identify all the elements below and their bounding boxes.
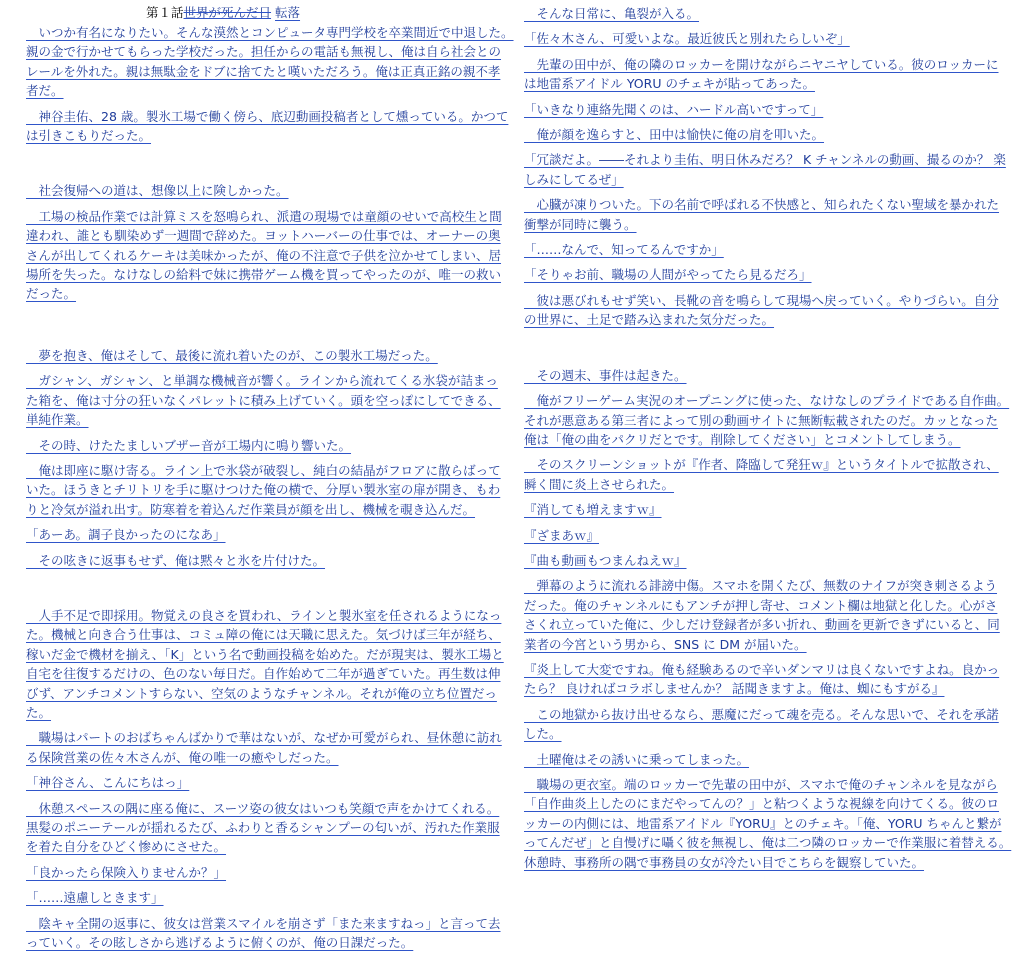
text-line: 俺は「俺の曲をパクリだとです。削除してください」とコメントしてしまう。 <box>524 431 961 447</box>
text-line: 『曲も動画もつまんねえｗ』 <box>524 552 687 568</box>
text-line: しみにしてるぜ」 <box>524 171 624 187</box>
paragraph <box>524 750 986 769</box>
paragraph <box>524 240 986 259</box>
text-line: 「あーあ。調子良かったのになあ」 <box>26 527 226 543</box>
text-line: 俺は即座に駆け寄る。ライン上で氷袋が破裂し、純白の結晶がフロアに散らばって <box>26 462 501 478</box>
text-line: 黒髪のポニーテールが揺れるたび、ふわりと香るシャンプーの匂いが、汚れた作業服 <box>26 820 500 835</box>
text-line: 「自作曲炎上したのにまだやってんの？」と粘つくような視線を向けてくる。彼のロ <box>524 796 1000 812</box>
text-line: 「神谷さん、こんにちはっ」 <box>26 775 190 791</box>
paragraph <box>26 914 501 953</box>
text-line: 神谷圭佑、28 歳。製氷工場で働く傍ら、底辺動画投稿者として燻っている。かつて <box>26 108 509 124</box>
text-line: 工場の検品作業では計算ミスを怒鳴られ、派遣の現場では童顔のせいで高校生と間 <box>26 208 502 224</box>
text-line: 瞬く間に炎上させられた。 <box>524 476 675 492</box>
text-line: 「いきなり連絡先聞くのは、ハードル高いですって」 <box>524 101 824 117</box>
text-line: 夢を抱き、俺はそして、最後に流れ着いたのが、この製氷工場だった。 <box>26 347 438 363</box>
paragraph <box>524 291 999 330</box>
paragraph <box>524 55 999 94</box>
paragraph <box>524 100 986 119</box>
paragraph <box>26 23 514 101</box>
paragraph <box>26 799 500 857</box>
text-line: 人手不足で即採用。物覚えの良さを買われ、ラインと製氷室を任されるようになっ <box>26 607 502 623</box>
paragraph <box>524 391 1010 449</box>
text-line: 休憩時、事務所の隅で事務員の女が冷たい目でこちらを観察していた。 <box>524 854 925 870</box>
text-line: 者だ。 <box>26 83 64 99</box>
paragraph <box>524 265 986 284</box>
text-line: 場所を失った。なけなしの給料で妹に携帯ゲーム機を買ってやったのが、唯一の救い <box>26 267 502 283</box>
right-column <box>524 4 1012 878</box>
text-line: 弾幕のように流れる誹謗中傷。スマホを開くたび、無数のナイフが突き刺さるよう <box>524 578 998 594</box>
paragraph <box>524 500 986 519</box>
paragraph <box>26 551 482 570</box>
text-line: 職場の更衣室。端のロッカーで先輩の田中が、スマホで俺のチャンネルを見ながら <box>524 777 998 792</box>
text-line: いつか有名になりたい。そんな漠然とコンピュータ専門学校を卒業間近で中退した。 <box>26 25 514 40</box>
paragraph <box>26 346 482 365</box>
text-line: 「良かったら保険入りませんか？」 <box>26 864 227 880</box>
text-line: を着た自分をひどく惨めにさせた。 <box>26 839 227 855</box>
text-line: 俺がフリーゲーム実況のオープニングに使った、なけなしのプライドである自作曲。 <box>524 393 1010 409</box>
text-line: 『ざまあｗ』 <box>524 527 600 543</box>
text-line: ッカーの内側には、地雷系アイドル『YORU』とのチェキ。「俺、YORU ちゃんと繋が <box>524 815 1002 831</box>
text-line: ガシャン、ガシャン、と単調な機械音が響く。ラインから流れてくる氷袋が詰まっ <box>26 373 498 389</box>
chapter-title-struck: 世界が死んだ日 <box>183 5 272 20</box>
paragraph <box>524 455 999 494</box>
text-line: その呟きに返事もせず、俺は黙々と氷を片付けた。 <box>26 552 326 568</box>
text-line: レールを外れた。親は無駄金をドブに捨てたと嘆いただろう。俺は正真正銘の親不孝 <box>26 63 501 79</box>
text-line: だった。 <box>26 286 77 302</box>
paragraph <box>26 888 482 907</box>
text-line: 心臓が凍りついた。下の名前で呼ばれる不快感と、知られたくない聖域を暴かれた <box>524 197 1000 213</box>
text-line: 違われ、誰とも馴染めず一週間で辞めた。ヨットハーバーの仕事では、オーナーの奥 <box>26 228 501 244</box>
text-line: そのスクリーンショットが『作者、降臨して発狂ｗ』というタイトルで拡散され、 <box>524 457 999 473</box>
text-line: た。 <box>26 704 52 720</box>
text-line: る保険営業の佐々木さんが、俺の唯一の癒やしだった。 <box>26 749 339 765</box>
text-line: 「冗談だよ。――それより圭佑、明日休みだろ？ K チャンネルの動画、撮るのか？ 楽 <box>524 152 1006 168</box>
text-line: た箱を、俺は寸分の狂いなくパレットに積み上げていく。頭を空っぽにしてできる、 <box>26 392 501 408</box>
text-line: 「……なんで、知ってるんですか」 <box>524 242 724 258</box>
paragraph <box>26 461 501 519</box>
text-line: たら？ 良ければコラボしませんか？ 話聞きますよ。俺は、蜘にもすがる』 <box>524 681 945 697</box>
text-line: その週末、事件は起きた。 <box>524 367 687 383</box>
left-body <box>26 23 514 952</box>
text-line: 俺が顔を逸らすと、田中は愉快に俺の肩を叩いた。 <box>524 127 825 143</box>
paragraph <box>26 181 482 200</box>
text-line: は地雷系アイドル YORU のチェキが貼ってあった。 <box>524 76 815 92</box>
text-line: した。 <box>524 726 562 742</box>
text-line: さくれ立っていた俺に、少しだけ登録者が多い折れ、動画を更新できずにいると、同 <box>524 617 1000 633</box>
paragraph <box>26 863 482 882</box>
text-line: た。機械と向き合う仕事は、コミュ障の俺には天職に思えた。気づけば三年が経ち、 <box>26 627 501 643</box>
chapter-title <box>26 4 482 22</box>
paragraph <box>26 606 504 722</box>
text-line: 「そりゃお前、職場の人間がやってたら見るだろ」 <box>524 267 812 283</box>
text-line: 陰キャ全開の返事に、彼女は営業スマイルを崩さず「また来ますねっ」と言って去 <box>26 915 501 931</box>
paragraph <box>524 660 1000 699</box>
text-line: 『消しても増えますｗ』 <box>524 502 662 518</box>
text-line: 社会復帰への道は、想像以上に険しかった。 <box>26 183 289 199</box>
text-line: その時、けたたましいブザー音が工場内に鳴り響いた。 <box>26 437 352 453</box>
paragraph <box>26 728 502 767</box>
paragraph <box>524 775 1012 872</box>
text-line: いた。ほうきとチリトリを手に駆けつけた俺の横で、分厚い製氷室の扉が開き、もわ <box>26 482 501 498</box>
paragraph <box>26 773 482 792</box>
text-line: は引きこもりだった。 <box>26 128 152 144</box>
text-line: 衝撃が同時に襲う。 <box>524 216 637 232</box>
text-line: さんが出してくれるケーキは美味かったが、俺の不注意で子供を泣かせてしまい、居 <box>26 247 502 263</box>
chapter-title-rest: 転落 <box>275 5 301 20</box>
text-line: ってんだぜ」と自慢げに囁く彼を無視し、俺は二つ隣のロッカーで作業服に着替える。 <box>524 835 1012 851</box>
text-line: そんな日常に、亀裂が入る。 <box>524 6 700 21</box>
text-line: びず、アンチコメントすらない、空気のようなチャンネル。それが俺の立ち位置だっ <box>26 685 497 701</box>
paragraph <box>524 195 1000 234</box>
chapter-number: 第１話 <box>146 5 184 20</box>
text-line: 休憩スペースの隅に座る俺に、スーツ姿の彼女はいつも笑顔で声をかけてくれる。 <box>26 800 500 816</box>
text-line: それが悪意ある第三者によって別の動画サイトに無断転載されたのだ。カッとなった <box>524 412 999 428</box>
paragraph <box>524 125 986 144</box>
text-line: っていく。その眩しさから逃げるように俯くのが、俺の日課だった。 <box>26 935 414 951</box>
text-line: 親の金で行かせてもらった学校だった。担任からの電話も無視し、俺は自ら社会との <box>26 44 502 60</box>
paragraph <box>26 207 502 304</box>
paragraph <box>524 576 1000 654</box>
text-line: 業者の今宮という男から、SNS に DM が届いた。 <box>524 636 807 652</box>
right-body <box>524 4 1012 872</box>
text-line: だった。俺のチャンネルにもアンチが押し寄せ、コメント欄は地獄と化した。心がさ <box>524 597 998 613</box>
text-line: 『炎上して大変ですね。俺も経験あるので辛いダンマリは良くないですよね。良かっ <box>524 661 1000 677</box>
text-line: 土曜俺はその誘いに乗ってしまった。 <box>524 751 750 767</box>
paragraph <box>524 526 986 545</box>
text-line: 単純作業。 <box>26 412 89 428</box>
text-line: 稼いだ金で機材を揃え、「K」という名で動画投稿を始めた。だが現実は、製氷工場と <box>26 646 504 662</box>
paragraph <box>524 29 986 48</box>
text-line: 「……遠慮しときます」 <box>26 890 164 906</box>
text-line: りと冷気が溢れ出す。防寒着を着込んだ作業員が顔を出し、機械を覗き込んだ。 <box>26 501 476 517</box>
text-line: この地獄から抜け出せるなら、悪魔にだって魂を売る。そんな思いで、それを承諾 <box>524 706 999 722</box>
text-line: 彼は悪びれもせず笑い、長靴の音を鳴らして現場へ戻っていく。やりづらい。自分 <box>524 292 999 308</box>
text-line: 自宅を往復するだけの、色のない毎日だ。自作始めて二年が過ぎていた。再生数は伸 <box>26 666 501 682</box>
paragraph <box>26 436 482 455</box>
paragraph <box>524 150 1006 189</box>
text-line: 先輩の田中が、俺の隣のロッカーを開けながらニヤニヤしている。彼のロッカーに <box>524 56 999 72</box>
text-line: の世界に、土足で踏み込まれた気分だった。 <box>524 312 775 328</box>
text-line: 「佐々木さん、可愛いよな。最近彼氏と別れたらしいぞ」 <box>524 31 850 47</box>
paragraph <box>524 551 986 570</box>
paragraph <box>26 371 501 429</box>
paragraph <box>524 366 986 385</box>
paragraph <box>524 705 999 744</box>
text-line: 職場はパートのおばちゃんばかりで華はないが、なぜか可愛がられ、昼休憩に訪れ <box>26 730 502 746</box>
left-column <box>26 4 514 958</box>
paragraph <box>26 107 509 146</box>
paragraph <box>26 525 482 544</box>
paragraph <box>524 4 986 23</box>
